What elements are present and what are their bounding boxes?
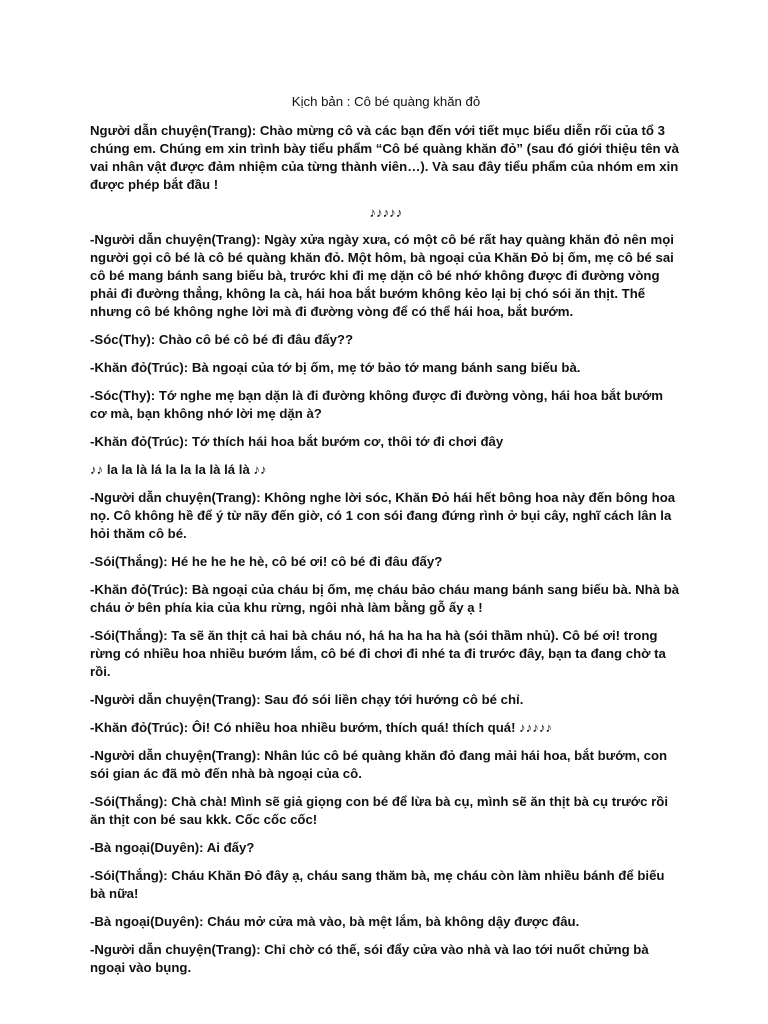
- script-line: -Sói(Thắng): Ta sẽ ăn thịt cả hai bà cháu nó, há ha ha ha hà (sói thầm nhủ). Cô bé ơi! trong rừng có nhiều hoa nhiều bướm lắm, cô bé đi chơi đi nhé ta đi trước đây, bạn ta đang chờ ta rồi.: [90, 628, 666, 679]
- script-line: -Bà ngoại(Duyên): Ai đấy?: [90, 840, 255, 855]
- music-notes: ♪♪♪♪♪: [369, 205, 403, 220]
- document-title: Kịch bản : Cô bé quàng khăn đỏ: [291, 94, 481, 109]
- script-line: -Bà ngoại(Duyên): Cháu mở cửa mà vào, bà mệt lắm, bà không dậy được đâu.: [90, 914, 580, 929]
- script-line: -Người dẫn chuyện(Trang): Sau đó sói liền chạy tới hướng cô bé chỉ.: [90, 692, 524, 707]
- script-line: -Sói(Thắng): Hé he he he hè, cô bé ơi! cô bé đi đâu đấy?: [90, 554, 443, 569]
- script-line: -Khăn đỏ(Trúc): Tớ thích hái hoa bắt bướm cơ, thôi tớ đi chơi đây: [90, 434, 504, 449]
- script-line: -Khăn đỏ(Trúc): Bà ngoại của tớ bị ốm, mẹ tớ bảo tớ mang bánh sang biếu bà.: [90, 360, 581, 375]
- script-line: -Người dẫn chuyện(Trang): Ngày xửa ngày xưa, có một cô bé rất hay quàng khăn đỏ nên mọi người gọi cô bé là cô bé quàng khăn đỏ. Một hôm, bà ngoại của Khăn Đỏ bị ốm, mẹ cô bé sai cô bé mang bánh sang biếu bà, trước khi đi mẹ dặn cô bé nhớ không được đi đường vòng phải đi đường thẳng, không la cà, hái hoa bắt bướm không kẻo lại bị chó sói ăn thịt. Thế nhưng cô bé không nghe lời mà đi đường vòng để có thể hái hoa, bắt bướm.: [90, 232, 674, 319]
- script-line: -Người dẫn chuyện(Trang): Không nghe lời sóc, Khăn Đỏ hái hết bông hoa này đến bông hoa nọ. Cô không hề để ý từ nãy đến giờ, có 1 con sói đang đứng rình ở bụi cây, nghĩ cách lân la hỏi thăm cô bé.: [90, 490, 676, 541]
- script-line: -Sói(Thắng): Cháu Khăn Đỏ đây ạ, cháu sang thăm bà, mẹ cháu còn làm nhiều bánh để biếu bà nữa!: [90, 868, 665, 901]
- script-line: -Sói(Thắng): Chà chà! Mình sẽ giả giọng con bé để lừa bà cụ, mình sẽ ăn thịt bà cụ trước rồi ăn thịt con bé sau kkk. Cốc cốc cốc!: [90, 794, 669, 827]
- intro-paragraph: Người dẫn chuyện(Trang): Chào mừng cô và các bạn đến với tiết mục biểu diễn rối của tổ 3 chúng em. Chúng em xin trình bày tiểu phẩm “Cô bé quàng khăn đỏ” (sau đó giới thiệu tên và vai nhân vật được đảm nhiệm của từng thành viên…). Và sau đây tiểu phẩm của nhóm em xin được phép bắt đầu !: [90, 123, 679, 192]
- script-line: ♪♪ la la là lá la la la là lá là ♪♪: [90, 462, 267, 477]
- script-line: -Sóc(Thy): Tớ nghe mẹ bạn dặn là đi đường không được đi đường vòng, hái hoa bắt bướm cơ mà, bạn không nhớ lời mẹ dặn à?: [90, 388, 664, 421]
- script-line: -Người dẫn chuyện(Trang): Chỉ chờ có thế, sói đẩy cửa vào nhà và lao tới nuốt chửng bà ngoại vào bụng.: [90, 942, 649, 975]
- script-line: -Khăn đỏ(Trúc): Bà ngoại của cháu bị ốm, mẹ cháu bảo cháu mang bánh sang biếu bà. Nhà bà cháu ở bên phía kia của khu rừng, ngôi nhà làm bằng gỗ ấy ạ !: [90, 582, 680, 615]
- script-line: -Sóc(Thy): Chào cô bé cô bé đi đâu đấy??: [90, 332, 354, 347]
- script-line: -Người dẫn chuyện(Trang): Nhân lúc cô bé quàng khăn đỏ đang mải hái hoa, bắt bướm, con sói gian ác đã mò đến nhà bà ngoại của cô.: [90, 748, 668, 781]
- script-line: -Khăn đỏ(Trúc): Ôi! Có nhiều hoa nhiều bướm, thích quá! thích quá! ♪♪♪♪♪: [90, 720, 553, 735]
